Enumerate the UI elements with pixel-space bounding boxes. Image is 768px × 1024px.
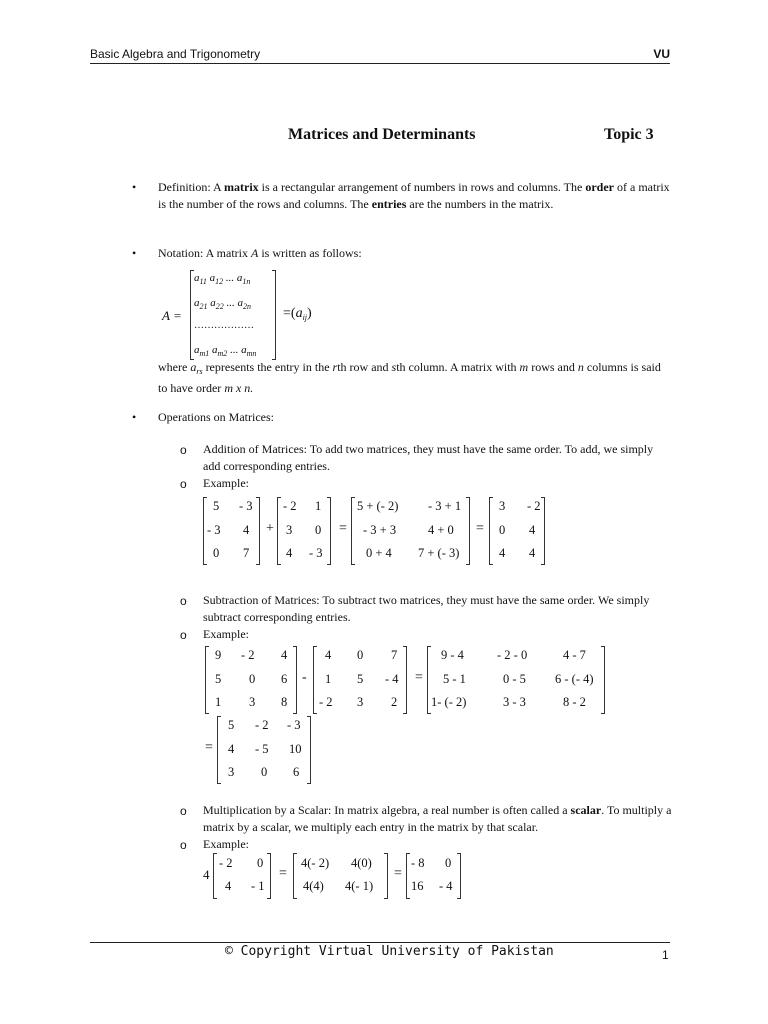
matrix-cell: - 3	[207, 523, 221, 537]
left-bracket	[213, 853, 217, 899]
matrix-cell: - 5	[255, 742, 269, 756]
matrix-cell: - 8	[411, 856, 425, 870]
matrix-cell: - 2	[319, 695, 333, 709]
matrix-row: $a_{m1}$ $a_{m2}$ ... $a_{mn}$	[194, 344, 257, 358]
matrix-cell: 0 - 5	[503, 672, 526, 686]
matrix-cell: 10	[289, 742, 302, 756]
matrix-cell: - 2	[283, 499, 297, 513]
matrix-cell: 0	[499, 523, 506, 537]
matrix-cell: 3 - 3	[503, 695, 526, 709]
matrix-cell: - 2	[527, 499, 541, 513]
matrix-cell: 3	[249, 695, 256, 709]
right-bracket	[267, 853, 271, 899]
matrix-cell: 4	[529, 546, 536, 560]
bullet-marker: •	[132, 246, 137, 260]
matrix-cell: 4	[286, 546, 293, 560]
matrix-cell: 0	[257, 856, 264, 870]
matrix-cell: 6 - (- 4)	[555, 672, 594, 686]
matrix-cell: 4(- 2)	[301, 856, 330, 870]
right-bracket	[327, 497, 331, 565]
sub-bullet-marker: o	[180, 628, 187, 642]
header-course-title: Basic Algebra and Trigonometry	[90, 47, 261, 61]
matrix-cell: - 3 + 1	[428, 499, 462, 513]
scalar-value: 4	[203, 867, 210, 882]
matrix-row: ………………	[194, 320, 254, 331]
matrix-shorthand: $=(a_{ij})$	[283, 306, 312, 322]
matrix-cell: 3	[286, 523, 293, 537]
matrix-cell: - 3 + 3	[363, 523, 397, 537]
matrix-cell: 0	[213, 546, 220, 560]
minus-sign: -	[302, 670, 307, 685]
right-bracket	[293, 646, 297, 714]
matrix-cell: - 4	[439, 879, 453, 893]
matrix-cell: 3	[228, 765, 235, 779]
header-institution: VU	[653, 47, 670, 61]
right-bracket	[601, 646, 605, 714]
matrix-cell: 0	[315, 523, 322, 537]
matrix-cell: 3	[499, 499, 506, 513]
footer-copyright: © Copyright Virtual University of Pakistan	[225, 944, 554, 959]
matrix-cell: 4	[225, 879, 232, 893]
matrix-cell: 4 - 7	[563, 648, 586, 662]
matrix-cell: - 3	[239, 499, 253, 513]
definition-paragraph: Definition: A matrix is a rectangular arrangement of numbers in rows and columns. The order of a matrix is the number of the rows and columns. The entries are the numbers in the matrix.	[158, 180, 670, 211]
matrix-cell: 4(- 1)	[345, 879, 374, 893]
addition-paragraph: Addition of Matrices: To add two matrices, they must have the same order. To add, we simply add corresponding entries.	[203, 442, 654, 473]
matrix-cell: 4	[281, 648, 288, 662]
notation-paragraph: Notation: A matrix A is written as follows:	[158, 246, 362, 260]
matrix-cell: 6	[281, 672, 288, 686]
operations-heading: Operations on Matrices:	[158, 410, 274, 424]
matrix-cell: - 1	[251, 879, 265, 893]
matrix-cell: 2	[391, 695, 398, 709]
page-title: Matrices and Determinants	[288, 126, 476, 143]
matrix-cell: 4	[325, 648, 332, 662]
bullet-marker: •	[132, 180, 137, 194]
sub-bullet-marker: o	[180, 594, 187, 608]
equals-sign: =	[205, 740, 213, 755]
left-bracket	[277, 497, 281, 565]
right-bracket	[256, 497, 260, 565]
matrix-cell: 4	[529, 523, 536, 537]
equals-sign: =	[339, 521, 347, 536]
subtraction-paragraph: Subtraction of Matrices: To subtract two matrices, they must have the same order. We simply subtract corresponding entries.	[203, 593, 650, 624]
matrix-cell: 0	[445, 856, 452, 870]
right-bracket	[541, 497, 545, 565]
notation-explanation: where $a_{rs}$ represents the entry in the rth row and sth column. A matrix with m rows and n columns is said to have order m x n.	[158, 360, 661, 395]
scalar-paragraph: Multiplication by a Scalar: In matrix algebra, a real number is often called a scalar. To multiply a matrix by a scalar, we multiply each entry in the matrix by that scalar.	[203, 803, 672, 834]
left-bracket	[406, 853, 410, 899]
right-bracket	[384, 853, 388, 899]
matrix-cell: 5	[357, 672, 364, 686]
page-number: 1	[662, 948, 669, 962]
matrix-row: $a_{21}$ $a_{22}$ ... $a_{2n}$	[194, 297, 251, 311]
matrix-cell: 5 + (- 2)	[357, 499, 399, 513]
matrix-cell: 7	[391, 648, 398, 662]
matrix-cell: 6	[293, 765, 300, 779]
right-bracket	[307, 716, 311, 784]
matrix-cell: - 4	[385, 672, 399, 686]
right-bracket	[272, 270, 276, 360]
example-label: Example:	[203, 476, 249, 490]
matrix-cell: 5	[228, 718, 235, 732]
matrix-cell: - 3	[287, 718, 301, 732]
equals-sign: =	[415, 670, 423, 685]
matrix-a-lhs: A =	[162, 308, 182, 323]
matrix-cell: - 2 - 0	[497, 648, 528, 662]
matrix-cell: 8 - 2	[563, 695, 586, 709]
scalar-example	[203, 853, 473, 901]
matrix-cell: 4(0)	[351, 856, 372, 870]
right-bracket	[403, 646, 407, 714]
right-bracket	[457, 853, 461, 899]
example-label: Example:	[203, 627, 249, 641]
matrix-cell: 1	[315, 499, 322, 513]
general-matrix	[162, 270, 332, 362]
footer-divider	[90, 942, 670, 943]
matrix-cell: 7 + (- 3)	[418, 546, 460, 560]
matrix-cell: 5 - 1	[443, 672, 466, 686]
matrix-cell: 4	[499, 546, 506, 560]
right-bracket	[466, 497, 470, 565]
left-bracket	[205, 646, 209, 714]
matrix-cell: 9	[215, 648, 222, 662]
matrix-cell: 5	[213, 499, 220, 513]
sub-bullet-marker: o	[180, 838, 187, 852]
matrix-cell: - 2	[255, 718, 269, 732]
matrix-cell: - 2	[241, 648, 255, 662]
equals-sign: =	[394, 866, 402, 881]
matrix-cell: 4	[243, 523, 250, 537]
matrix-cell: - 2	[219, 856, 233, 870]
bullet-marker: •	[132, 410, 137, 424]
matrix-cell: 1	[325, 672, 332, 686]
left-bracket	[313, 646, 317, 714]
plus-sign: +	[266, 521, 274, 536]
matrix-cell: 0	[357, 648, 364, 662]
matrix-cell: 7	[243, 546, 250, 560]
example-label: Example:	[203, 837, 249, 851]
equals-sign: =	[476, 521, 484, 536]
topic-label: Topic 3	[604, 126, 654, 143]
page-header	[90, 47, 670, 64]
matrix-cell: 0 + 4	[366, 546, 392, 560]
matrix-cell: - 3	[309, 546, 323, 560]
matrix-cell: 8	[281, 695, 288, 709]
left-bracket	[293, 853, 297, 899]
matrix-cell: 1- (- 2)	[431, 695, 467, 709]
matrix-cell: 5	[215, 672, 222, 686]
left-bracket	[217, 716, 221, 784]
matrix-cell: 4 + 0	[428, 523, 454, 537]
sub-bullet-marker: o	[180, 804, 187, 818]
matrix-cell: 4(4)	[303, 879, 324, 893]
matrix-cell: 3	[357, 695, 364, 709]
matrix-cell: 16	[411, 879, 424, 893]
left-bracket	[489, 497, 493, 565]
matrix-cell: 0	[261, 765, 268, 779]
matrix-cell: 1	[215, 695, 222, 709]
sub-bullet-marker: o	[180, 477, 187, 491]
equals-sign: =	[279, 866, 287, 881]
matrix-row: $a_{11}$ $a_{12}$ ... $a_{1n}$	[194, 272, 251, 286]
matrix-cell: 4	[228, 742, 235, 756]
left-bracket	[351, 497, 355, 565]
subtraction-example	[203, 646, 613, 786]
sub-bullet-marker: o	[180, 443, 187, 457]
matrix-cell: 0	[249, 672, 256, 686]
addition-example	[203, 497, 553, 567]
matrix-cell: 9 - 4	[441, 648, 464, 662]
